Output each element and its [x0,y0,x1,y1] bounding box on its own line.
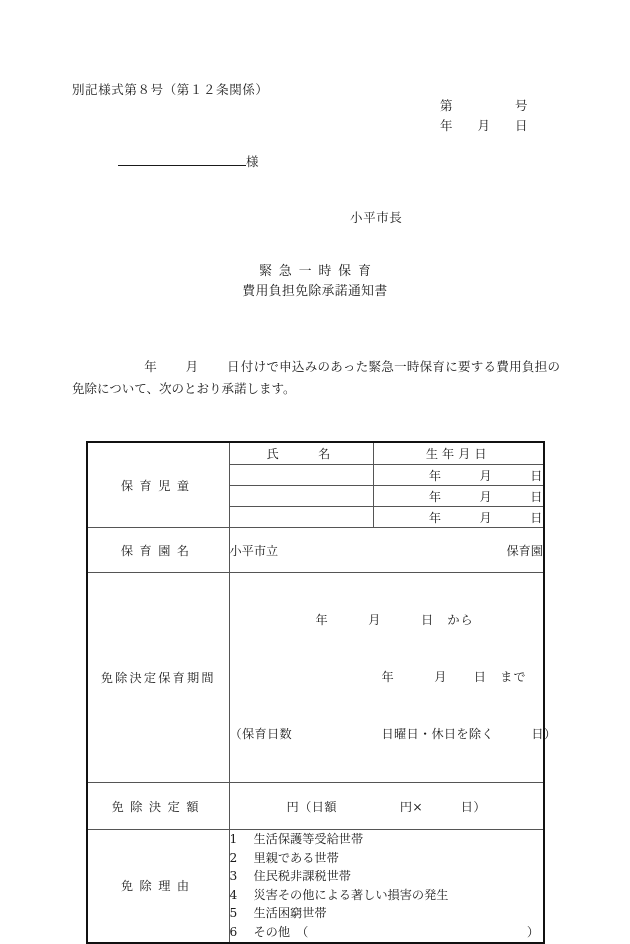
reason-option-1[interactable] [230,830,544,849]
reason-option-5[interactable] [230,904,544,923]
period-field[interactable] [229,573,557,783]
reason-option-4[interactable] [230,886,544,905]
document-title-line-2: 費用負担免除承諾通知書 [242,284,388,299]
reason-option-6-number: 6 [229,924,238,939]
reason-option-5-number: 5 [229,906,238,921]
reason-option-6[interactable] [230,923,544,942]
reason-option-6-close-paren: ） [526,924,539,939]
reason-options-list [229,830,544,943]
reason-row-label: 免除理由 [87,830,229,943]
child-name-input-3[interactable] [229,507,373,528]
child-dob-input-1[interactable]: 年 月 日 [373,465,544,486]
period-to-line: 年 月 日 まで [381,670,527,684]
reason-option-5-label: 生活困窮世帯 [253,906,327,921]
reason-option-4-number: 4 [229,887,238,902]
body-paragraph-text: 付けで申込みのあった緊急一時保育に要する費用負担の免除について、次のとおり承諾します。 [72,359,560,396]
column-header-dob: 生年月日 [373,442,544,465]
addressee-line [118,152,259,170]
table-row-children-header [87,442,544,465]
reason-option-2[interactable] [230,849,544,868]
child-dob-input-3[interactable]: 年 月 日 [373,507,544,528]
table-row-nursery [87,528,544,573]
document-title [0,262,630,302]
reason-option-1-number: 1 [229,832,238,846]
body-paragraph [72,356,560,400]
child-name-input-1[interactable] [229,465,373,486]
application-date-blank: 年 月 日 [144,359,241,374]
nursery-name-suffix: 保育園 [506,543,543,558]
nursery-name-field[interactable] [229,528,544,573]
period-days-label: （保育日数 [229,727,292,741]
table-row-reason [87,830,544,943]
nursery-name-prefix: 小平市立 [229,543,279,558]
period-row-label: 免除決定保育期間 [87,573,229,783]
child-name-input-2[interactable] [229,486,373,507]
reason-option-1-label: 生活保護等受給世帯 [253,832,364,846]
issuer-name: 小平市長 [350,210,403,225]
nursery-row-label: 保育園名 [87,528,229,573]
period-days-line [229,725,557,744]
document-number-date-block [440,96,528,136]
notification-details-table [86,441,557,944]
table-row-period [87,573,544,783]
reason-option-6-label: その他 （ [253,924,309,939]
amount-row-label: 免除決定額 [87,783,229,830]
reason-option-4-label: 災害その他による著しい損害の発生 [253,887,449,902]
reason-option-2-label: 里親である世帯 [253,850,339,865]
addressee-blank-rule [118,152,246,166]
document-title-line-1: 緊急一時保育 [259,264,378,279]
reason-option-3[interactable] [230,867,544,886]
period-from-line: 年 月 日 から [315,613,474,627]
document-number-line: 第 号 [440,98,528,113]
period-days-note: 日曜日・休日を除く 日） [381,727,557,741]
table-row-amount [87,783,544,830]
addressee-suffix: 様 [246,154,259,169]
reason-option-3-label: 住民税非課税世帯 [253,869,351,884]
reason-option-3-number: 3 [229,869,238,884]
child-dob-input-2[interactable]: 年 月 日 [373,486,544,507]
column-header-name: 氏 名 [229,442,373,465]
reason-option-2-number: 2 [229,850,238,865]
document-date-line: 年 月 日 [440,118,528,133]
form-number-label: 別記様式第８号（第１２条関係） [72,82,269,97]
amount-field[interactable]: 円（日額 円× 日） [229,783,544,830]
children-row-label: 保育児童 [87,442,229,528]
